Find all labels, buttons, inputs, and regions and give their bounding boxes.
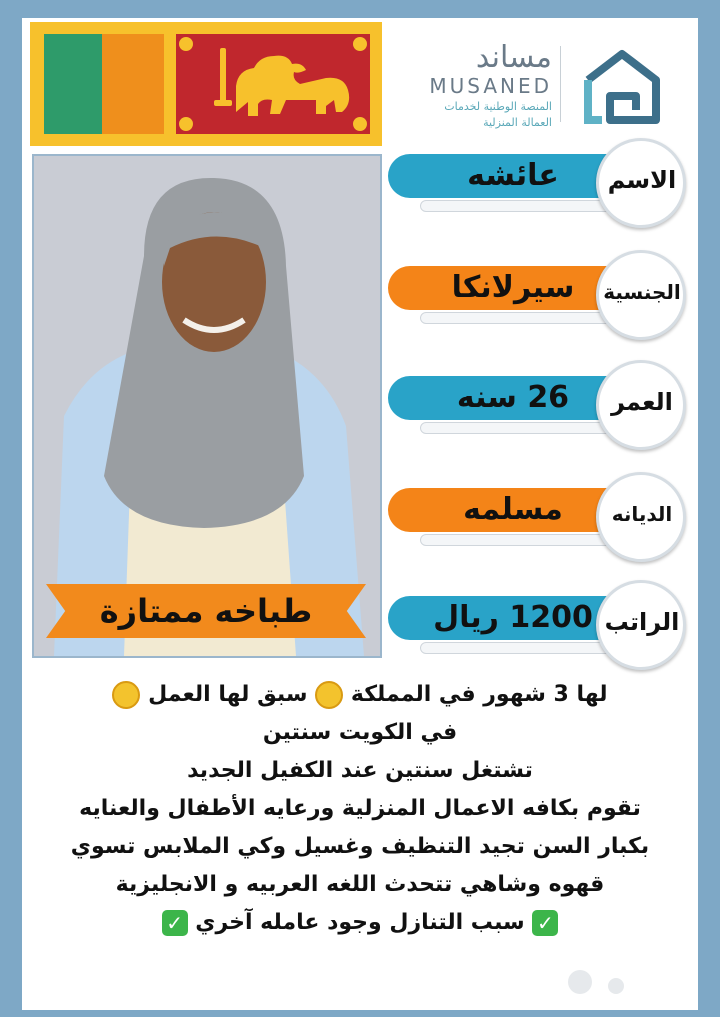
description-line-1a: لها 3 شهور في المملكة — [350, 682, 608, 707]
description-line-7-wrap — [26, 904, 694, 942]
row-tail — [420, 422, 612, 434]
description-line-1 — [26, 676, 694, 714]
musaned-logo — [420, 40, 680, 130]
field-label: الجنسية — [603, 280, 681, 304]
field-value: 26 سنه — [456, 380, 570, 415]
description-line-2: في الكويت سنتين — [262, 720, 458, 745]
flag-orange-stripe — [102, 34, 164, 134]
person-photo-icon — [34, 156, 380, 656]
field-row-nationality — [384, 250, 696, 334]
description — [26, 676, 694, 942]
logo-arabic-name: مساند — [475, 40, 552, 75]
watermark-icon — [560, 944, 650, 1004]
field-value: مسلمه — [463, 492, 563, 527]
field-label: العمر — [611, 388, 673, 416]
lion-icon — [176, 34, 370, 134]
row-tail — [420, 312, 612, 324]
worker-photo — [32, 154, 382, 658]
description-line-5: بكبار السن تجيد التنظيف وغسيل وكي الملابس تسوي — [70, 834, 650, 859]
row-tail — [420, 642, 612, 654]
field-label: الديانه — [611, 502, 673, 526]
flag-green-stripe — [44, 34, 102, 134]
description-line-3: تشتغل سنتين عند الكفيل الجديد — [187, 758, 533, 783]
logo-divider — [560, 46, 561, 122]
description-line-6: قهوه وشاهي تتحدث اللغه العربيه و الانجليزية — [115, 872, 605, 897]
logo-subtitle-1: المنصة الوطنية لخدمات — [444, 100, 552, 113]
field-value: عائشه — [467, 158, 559, 193]
sri-lanka-flag — [30, 22, 382, 146]
house-chat-icon — [580, 46, 664, 126]
field-row-name — [384, 138, 696, 222]
logo-english-name: MUSANED — [429, 74, 552, 98]
logo-subtitle-2: العمالة المنزلية — [483, 116, 552, 129]
description-line-7: سبب التنازل وجود عامله آخري — [195, 910, 525, 935]
field-label: الاسم — [607, 166, 677, 194]
row-tail — [420, 534, 612, 546]
check-icon: ✓ — [532, 910, 558, 936]
coin-icon — [315, 681, 343, 709]
check-icon: ✓ — [162, 910, 188, 936]
field-value: 1200 ريال — [433, 600, 593, 635]
coin-icon — [112, 681, 140, 709]
role-text: طباخه ممتازة — [99, 592, 313, 630]
row-tail — [420, 200, 612, 212]
field-row-religion — [384, 472, 696, 556]
field-row-salary — [384, 580, 696, 664]
description-line-4: تقوم بكافه الاعمال المنزلية ورعايه الأطفال والعنايه — [79, 796, 641, 821]
field-label: الراتب — [604, 608, 680, 636]
field-value: سيرلانكا — [451, 270, 575, 305]
description-line-1b: سبق لها العمل — [148, 682, 308, 707]
field-row-age — [384, 360, 696, 444]
